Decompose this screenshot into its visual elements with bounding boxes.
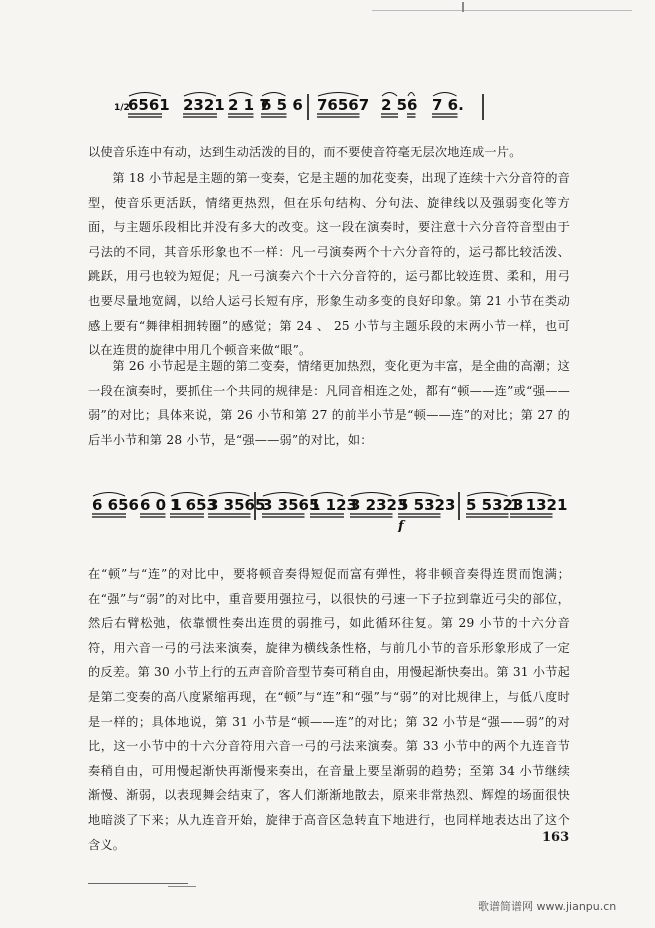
notation-1-svg xyxy=(0,84,655,130)
notation-2-group: 3 3565 xyxy=(262,496,320,514)
notation-line-2 xyxy=(0,480,655,532)
paragraph-3: 第 26 小节起是主题的第二变奏，情绪更加热烈，变化更为丰富，是全曲的高潮；这一段在演奏时，要抓住一个共同的规律是：凡同音相连之处，都有“顿——连”或“强——弱”的对比；具体来说，第 26 小节和第 27 的前半小节是“顿——连”的对比；第 27 的后半小节和第 28 小节，是“强——弱”的对比，如： xyxy=(88,359,571,447)
notation-1-group: 7 6. xyxy=(432,96,464,114)
top-mark xyxy=(462,2,464,12)
bottom-rule-2 xyxy=(168,886,196,887)
notation-2-group: 3 2323 xyxy=(350,496,408,514)
notation-1-group: 2 5 xyxy=(381,96,408,114)
notation-2-svg xyxy=(0,480,655,532)
page-number: 163 xyxy=(542,830,570,845)
dynamic-marking: f xyxy=(398,519,404,532)
notation-2-group: 1 123 xyxy=(310,496,357,514)
notation-2-group: 5 5323 xyxy=(398,496,456,514)
bottom-rule xyxy=(88,883,188,884)
notation-2-group: 5 5323 xyxy=(466,496,524,514)
notation-2-group: 6 0 1 xyxy=(140,496,182,514)
notation-line-1 xyxy=(0,84,655,130)
notation-1-group: 76567 xyxy=(317,96,370,114)
notation-1-group: 6 xyxy=(407,96,418,114)
notation-1-group: 6 5 6 xyxy=(261,96,303,114)
notation-1-group: 6561 xyxy=(128,96,170,114)
watermark: 歌谱简谱网 www.jianpu.cn xyxy=(478,900,617,913)
notation-2-group: 3 3565 xyxy=(208,496,266,514)
paragraph-1: 以使音乐连中有动，达到生动活泼的目的，而不要使音符毫无层次地连成一片。 xyxy=(88,145,522,159)
time-signature: 1/2 xyxy=(114,103,130,113)
notation-2-group: 1 1321 xyxy=(510,496,568,514)
paragraph-2: 第 18 小节起是主题的第一变奏，它是主题的加花变奏，出现了连续十六分音符的音型，使音乐更活跃，情绪更热烈，但在乐句结构、分句法、旋律线以及强弱变化等方面，与主题乐段相比并没有多大的改变。这一段在演奏时，要注意十六分音符音型由于弓法的不同，其音乐形象也不一样：凡一弓演奏两个十六分音符的，运弓都比较活泼、跳跃，用弓也较为短促；凡一弓演奏六个十六分音符的，运弓都比较连贯、柔和，用弓也要尽量地宽阔，以给人运弓长短有序，形象生动多变的良好印象。第 21 小节在类动感上要有“舞律相拥转圈”的感觉；第 24 、 25 小节与主题乐段的末两小节一样，也可以在连贯的旋律中用几个顿音来做“眼”。 xyxy=(88,171,571,358)
notation-1-group: 2 1 7 xyxy=(228,96,270,114)
notation-2-group: 6 656 xyxy=(92,496,139,514)
notation-2-group: 1 653 xyxy=(170,496,217,514)
paragraph-4: 在“顿”与“连”的对比中，要将顿音奏得短促而富有弹性，将非顿音奏得连贯而饱满；在“强”与“弱”的对比中，重音要用强拉弓，以很快的弓速一下子拉到靠近弓尖的部位，然后右臂松弛，依靠惯性奏出连贯的弱推弓，如此循环往复。第 29 小节的十六分音符，用六音一弓的弓法来演奏，旋律为横线条性格，与前几小节的音乐形象形成了一定的反差。第 30 小节上行的五声音阶音型节奏可稍自由，用慢起渐快奏出。第 31 小节起是第二变奏的高八度紧缩再现，在“顿”与“连”和“强”与“弱”的对比规律上，与低八度时是一样的；具体地说，第 31 小节是“顿——连”的对比；第 32 小节是“强——弱”的对比，这一小节中的十六分音符用六音一弓的弓法来演奏。第 33 小节中的两个九连音节奏稍自由，可用慢起渐快再渐慢来奏出，在音量上要呈渐弱的趋势；至第 34 小节继续渐慢、渐弱，以表现舞会结束了，客人们渐渐地散去，原来非常热烈、辉煌的场面很快地暗淡了下来；从九连音开始，旋律于高音区急转直下地进行，也同样地表达出了这个含义。 xyxy=(88,567,570,852)
notation-1-group: 2321 xyxy=(183,96,225,114)
top-rule xyxy=(372,10,632,11)
